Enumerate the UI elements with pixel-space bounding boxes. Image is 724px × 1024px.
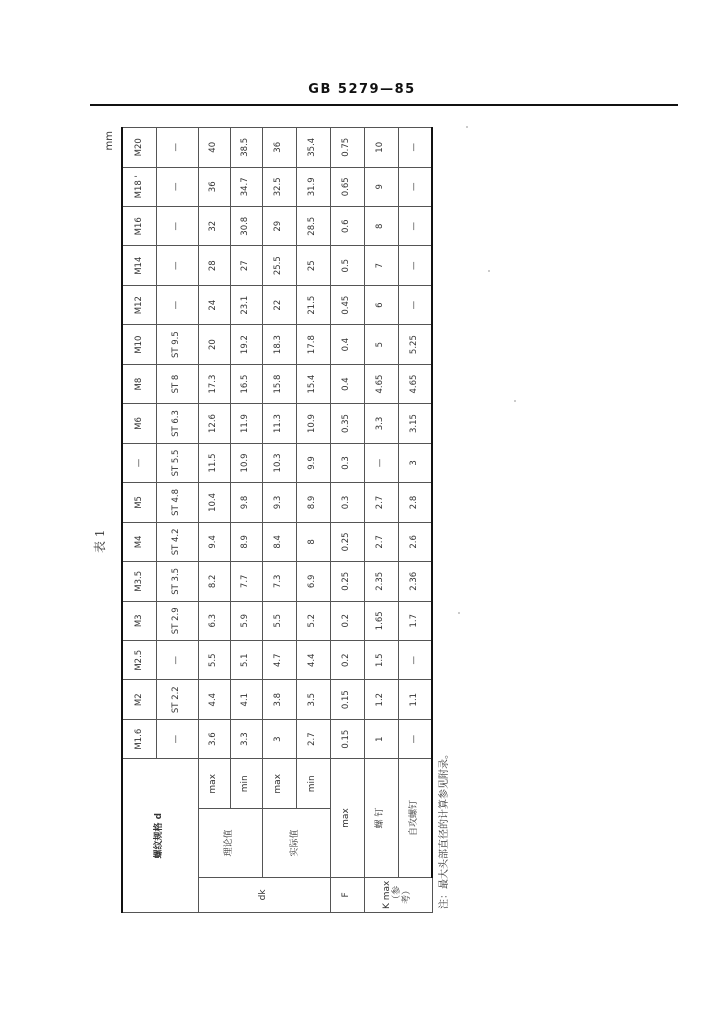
value-cell: 20 <box>198 325 230 364</box>
value-cell: 21.5 <box>296 285 330 324</box>
k-self-tap-row <box>398 128 432 913</box>
max-label: max <box>198 759 230 809</box>
value-cell: 6.3 <box>198 601 230 640</box>
value-cell: 8.9 <box>230 522 262 561</box>
size-cell: M4 <box>122 522 156 561</box>
size-cell: M5 <box>122 483 156 522</box>
value-cell: 0.5 <box>330 246 364 285</box>
value-cell: 2.6 <box>398 522 432 561</box>
value-cell: 16.5 <box>230 364 262 403</box>
value-cell: 22 <box>262 285 296 324</box>
value-cell: — <box>364 443 398 482</box>
value-cell: 2.36 <box>398 562 432 601</box>
self-tap-cell: ST 4.2 <box>156 522 198 561</box>
self-tap-cell: ST 9.5 <box>156 325 198 364</box>
value-cell: 0.35 <box>330 404 364 443</box>
rotated-table-block <box>93 127 450 913</box>
k-label <box>364 877 432 912</box>
dk-label: dk <box>198 877 330 912</box>
dk-theo-min-row <box>230 128 262 913</box>
value-cell: 3 <box>262 719 296 758</box>
value-cell: 1.2 <box>364 680 398 719</box>
standard-number: GB 5279—85 <box>308 82 416 97</box>
table-units: mm <box>104 131 115 151</box>
value-cell: 7.7 <box>230 562 262 601</box>
value-cell: 5.25 <box>398 325 432 364</box>
k-screw-row <box>364 128 398 913</box>
value-cell: 9.4 <box>198 522 230 561</box>
value-cell: 36 <box>262 128 296 168</box>
value-cell: 6.9 <box>296 562 330 601</box>
self-tap-cell: — <box>156 641 198 680</box>
self-tap-cell: ST 8 <box>156 364 198 403</box>
min-label: min <box>296 759 330 809</box>
value-cell: 10 <box>364 128 398 168</box>
f-row <box>330 128 364 913</box>
value-cell: 23.1 <box>230 285 262 324</box>
size-cell: M18 ' <box>122 167 156 206</box>
k-screw-label: 螺 钉 <box>364 759 398 877</box>
value-cell: 5.1 <box>230 641 262 680</box>
header-rule <box>90 104 678 106</box>
value-cell: 0.3 <box>330 483 364 522</box>
value-cell: 30.8 <box>230 207 262 246</box>
value-cell: 28.5 <box>296 207 330 246</box>
self-tap-cell: ST 6.3 <box>156 404 198 443</box>
value-cell: 27 <box>230 246 262 285</box>
size-cell: M16 <box>122 207 156 246</box>
value-cell: 3.8 <box>262 680 296 719</box>
value-cell: 8.2 <box>198 562 230 601</box>
size-cell: M3 <box>122 601 156 640</box>
value-cell: 25.5 <box>262 246 296 285</box>
value-cell: 35.4 <box>296 128 330 168</box>
value-cell: — <box>398 246 432 285</box>
value-cell: 8.4 <box>262 522 296 561</box>
value-cell: 31.9 <box>296 167 330 206</box>
dk-act-min-row <box>296 128 330 913</box>
value-cell: 10.3 <box>262 443 296 482</box>
size-cell: M20 <box>122 128 156 168</box>
value-cell: 15.8 <box>262 364 296 403</box>
dimension-table <box>121 127 433 913</box>
k-ref-label: （参 考） <box>392 885 412 904</box>
value-cell: 24 <box>198 285 230 324</box>
value-cell: — <box>398 207 432 246</box>
value-cell: 6 <box>364 285 398 324</box>
value-cell: 4.65 <box>398 364 432 403</box>
value-cell: 2.7 <box>364 483 398 522</box>
self-tap-cell: — <box>156 246 198 285</box>
value-cell: 2.8 <box>398 483 432 522</box>
value-cell: 2.7 <box>296 719 330 758</box>
size-cell: — <box>122 443 156 482</box>
value-cell: 1.7 <box>398 601 432 640</box>
value-cell: 7 <box>364 246 398 285</box>
value-cell: 2.35 <box>364 562 398 601</box>
self-tap-cell: ST 3.5 <box>156 562 198 601</box>
value-cell: 34.7 <box>230 167 262 206</box>
size-cell: M12 <box>122 285 156 324</box>
value-cell: 0.15 <box>330 719 364 758</box>
value-cell: 4.4 <box>296 641 330 680</box>
value-cell: 8 <box>364 207 398 246</box>
value-cell: 0.2 <box>330 641 364 680</box>
table-caption: 表 1 <box>93 529 107 553</box>
scan-speck <box>488 270 490 272</box>
size-cell: M10 <box>122 325 156 364</box>
value-cell: 5.5 <box>198 641 230 680</box>
min-label: min <box>230 759 262 809</box>
scan-speck <box>466 126 468 128</box>
max-label: max <box>330 759 364 877</box>
value-cell: 0.2 <box>330 601 364 640</box>
value-cell: 0.25 <box>330 562 364 601</box>
value-cell: 10.9 <box>230 443 262 482</box>
value-cell: 5.9 <box>230 601 262 640</box>
value-cell: 28 <box>198 246 230 285</box>
value-cell: 17.3 <box>198 364 230 403</box>
value-cell: 11.3 <box>262 404 296 443</box>
k-self-tap-label: 自攻螺钉 <box>398 759 432 877</box>
value-cell: — <box>398 167 432 206</box>
dk-act-max-row <box>262 128 296 913</box>
value-cell: 0.6 <box>330 207 364 246</box>
value-cell: 12.6 <box>198 404 230 443</box>
value-cell: 7.3 <box>262 562 296 601</box>
value-cell: 5.2 <box>296 601 330 640</box>
self-tap-cell: — <box>156 207 198 246</box>
size-cell: M14 <box>122 246 156 285</box>
self-tap-cell: — <box>156 128 198 168</box>
value-cell: 2.7 <box>364 522 398 561</box>
scan-speck <box>458 612 460 614</box>
self-tap-cell: — <box>156 167 198 206</box>
value-cell: 3 <box>398 443 432 482</box>
value-cell: 4.1 <box>230 680 262 719</box>
value-cell: 3.3 <box>230 719 262 758</box>
value-cell: 3.3 <box>364 404 398 443</box>
actual-label: 实际值 <box>262 809 330 878</box>
self-tap-cell: ST 2.2 <box>156 680 198 719</box>
value-cell: 0.45 <box>330 285 364 324</box>
value-cell: 40 <box>198 128 230 168</box>
value-cell: 4.4 <box>198 680 230 719</box>
value-cell: 9.3 <box>262 483 296 522</box>
dk-theo-max-row <box>198 128 230 913</box>
value-cell: 4.65 <box>364 364 398 403</box>
self-tap-cell: — <box>156 719 198 758</box>
value-cell: 1.65 <box>364 601 398 640</box>
value-cell: — <box>398 285 432 324</box>
value-cell: 19.2 <box>230 325 262 364</box>
value-cell: 1 <box>364 719 398 758</box>
value-cell: — <box>398 719 432 758</box>
value-cell: 11.5 <box>198 443 230 482</box>
size-cell: M3.5 <box>122 562 156 601</box>
value-cell: 8.9 <box>296 483 330 522</box>
value-cell: 3.5 <box>296 680 330 719</box>
value-cell: 0.65 <box>330 167 364 206</box>
size-cell: M6 <box>122 404 156 443</box>
size-cell: M2.5 <box>122 641 156 680</box>
value-cell: 9.8 <box>230 483 262 522</box>
value-cell: 29 <box>262 207 296 246</box>
self-tap-cell: ST 2.9 <box>156 601 198 640</box>
value-cell: 32.5 <box>262 167 296 206</box>
value-cell: 8 <box>296 522 330 561</box>
value-cell: 0.3 <box>330 443 364 482</box>
value-cell: 5 <box>364 325 398 364</box>
value-cell: 25 <box>296 246 330 285</box>
theoretical-label: 理论值 <box>198 809 262 878</box>
value-cell: 3.15 <box>398 404 432 443</box>
value-cell: 18.3 <box>262 325 296 364</box>
max-label: max <box>262 759 296 809</box>
value-cell: 9 <box>364 167 398 206</box>
value-cell: 0.4 <box>330 364 364 403</box>
value-cell: 0.25 <box>330 522 364 561</box>
self-tap-cell: ST 5.5 <box>156 443 198 482</box>
k-max-label: K max <box>382 880 393 910</box>
value-cell: 4.7 <box>262 641 296 680</box>
value-cell: — <box>398 128 432 168</box>
value-cell: 38.5 <box>230 128 262 168</box>
value-cell: 36 <box>198 167 230 206</box>
thread-spec-label: 螺纹规格 d <box>122 759 198 913</box>
self-tap-cell: — <box>156 285 198 324</box>
f-label: F <box>330 877 364 912</box>
value-cell: 10.9 <box>296 404 330 443</box>
size-cell: M1.6 <box>122 719 156 758</box>
value-cell: 9.9 <box>296 443 330 482</box>
value-cell: 11.9 <box>230 404 262 443</box>
value-cell: 0.4 <box>330 325 364 364</box>
value-cell: — <box>398 641 432 680</box>
size-cell: M8 <box>122 364 156 403</box>
value-cell: 5.5 <box>262 601 296 640</box>
scan-speck <box>514 400 516 402</box>
value-cell: 10.4 <box>198 483 230 522</box>
value-cell: 1.5 <box>364 641 398 680</box>
value-cell: 15.4 <box>296 364 330 403</box>
size-row <box>122 128 156 913</box>
value-cell: 17.8 <box>296 325 330 364</box>
value-cell: 32 <box>198 207 230 246</box>
self-tap-cell: ST 4.8 <box>156 483 198 522</box>
size-cell: M2 <box>122 680 156 719</box>
value-cell: 0.15 <box>330 680 364 719</box>
value-cell: 0.75 <box>330 128 364 168</box>
table-note: 注：最大头部直径的计算参见附录。 <box>439 749 450 909</box>
value-cell: 1.1 <box>398 680 432 719</box>
value-cell: 3.6 <box>198 719 230 758</box>
